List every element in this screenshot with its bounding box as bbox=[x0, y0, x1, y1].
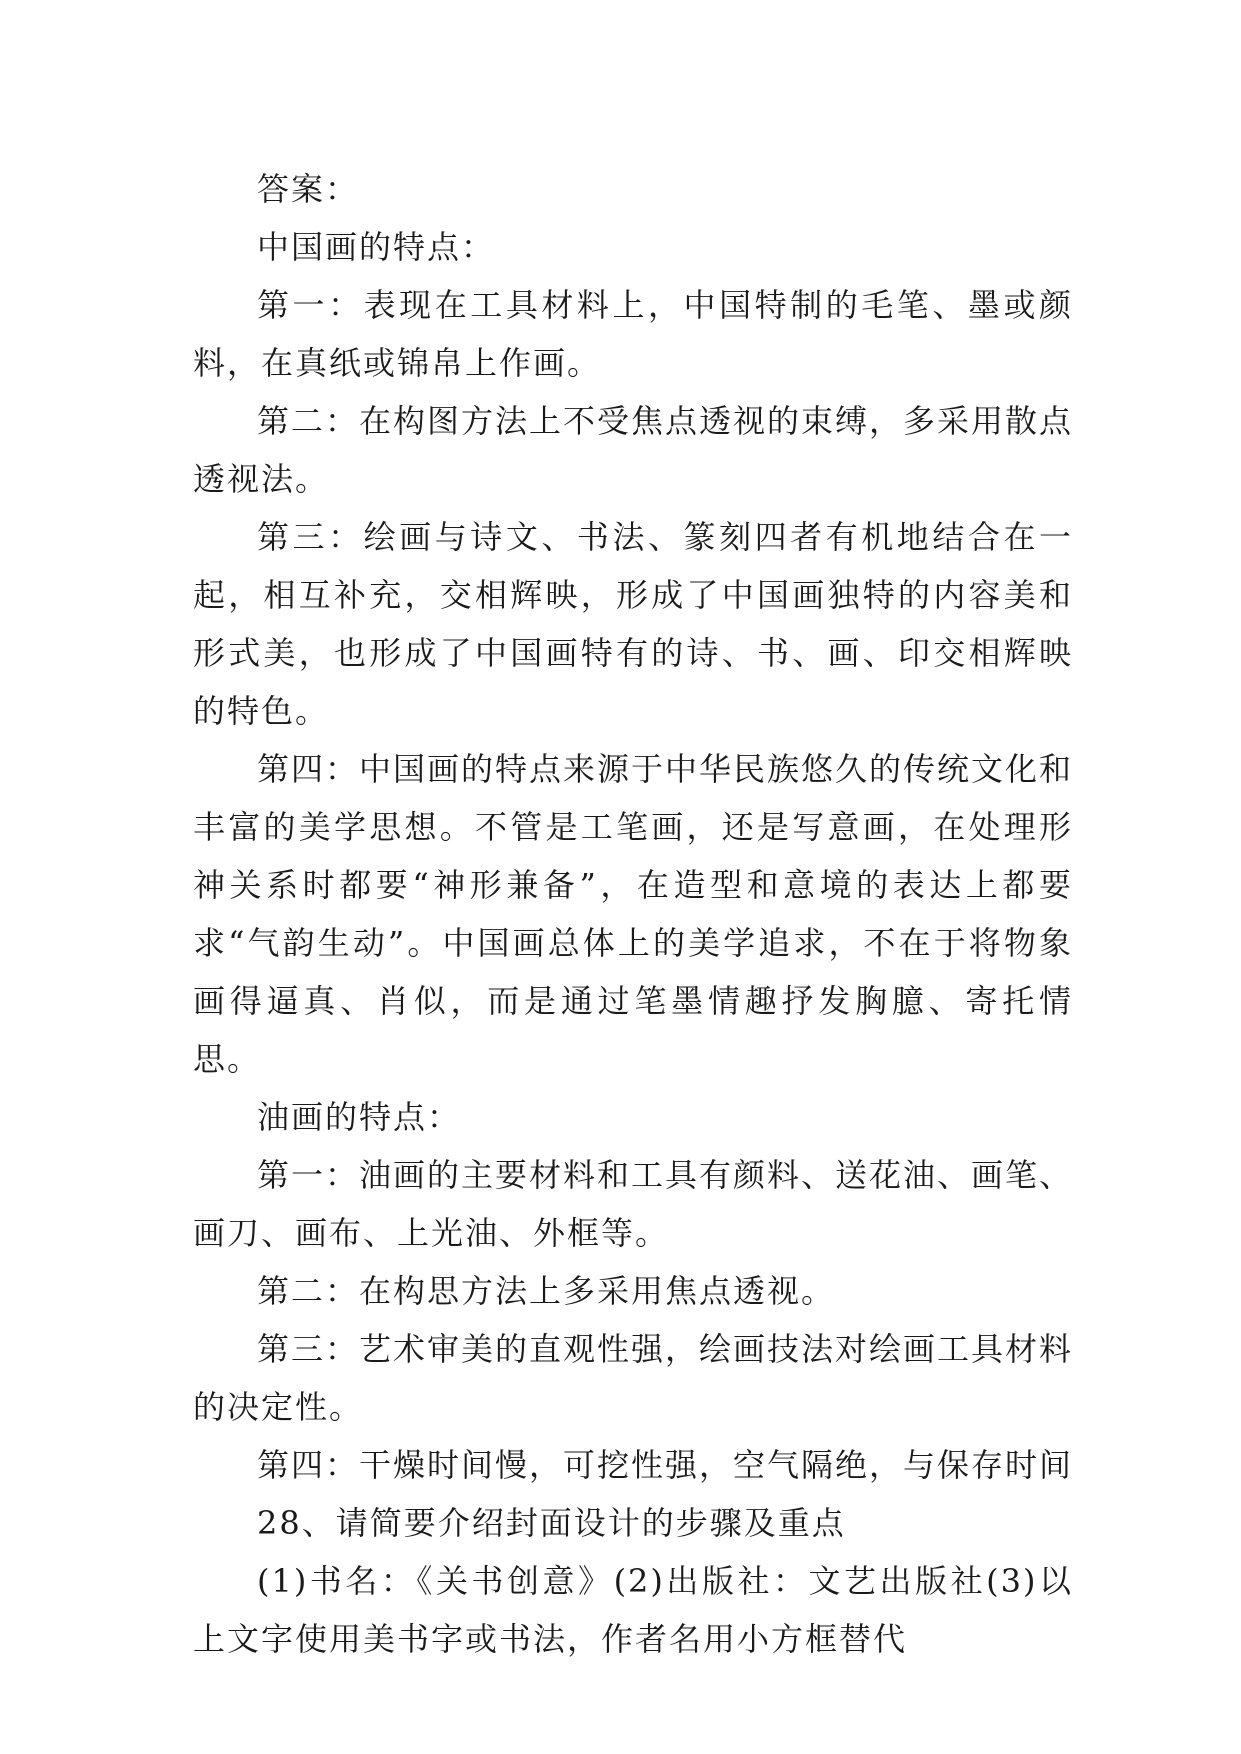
question-28: 28、请简要介绍封面设计的步骤及重点 bbox=[257, 1504, 846, 1542]
oil-painting-heading: 油画的特点： bbox=[257, 1098, 462, 1136]
chinese-painting-point-4: 第四：中国画的特点来源于中华民族悠久的传统文化和丰富的美学思想。不管是工笔画，还是写意画，在处理形神关系时都要“神形兼备”，在造型和意境的表达上都要求“气韵生动”。中国画总体上的美学追求，不在于将物象画得逼真、肖似，而是通过笔墨情趣抒发胸臆、寄托情思。 bbox=[193, 750, 1074, 1078]
oil-painting-point-3: 第三：艺术审美的直观性强，绘画技法对绘画工具材料的决定性。 bbox=[193, 1330, 1074, 1426]
chinese-painting-point-1: 第一：表现在工具材料上，中国特制的毛笔、墨或颜料，在真纸或锦帛上作画。 bbox=[193, 286, 1073, 382]
oil-painting-point-1: 第一：油画的主要材料和工具有颜料、送花油、画笔、画刀、画布、上光油、外框等。 bbox=[193, 1156, 1074, 1252]
document-body bbox=[193, 160, 1073, 1668]
oil-painting-point-2: 第二：在构思方法上多采用焦点透视。 bbox=[257, 1272, 836, 1310]
chinese-painting-heading: 中国画的特点： bbox=[257, 228, 496, 266]
chinese-painting-point-3: 第三：绘画与诗文、书法、篆刻四者有机地结合在一起，相互补充，交相辉映，形成了中国画独特的内容美和形式美，也形成了中国画特有的诗、书、画、印交相辉映的特色。 bbox=[193, 518, 1073, 730]
question-28-answer: (1)书名：《关书创意》(2)出版社：文艺出版社(3)以上文字使用美书字或书法，作者名用小方框替代 bbox=[193, 1562, 1073, 1658]
answer-heading: 答案： bbox=[257, 170, 360, 208]
chinese-painting-point-2: 第二：在构图方法上不受焦点透视的束缚，多采用散点透视法。 bbox=[193, 402, 1074, 498]
oil-painting-point-4: 第四：干燥时间慢，可挖性强，空气隔绝，与保存时间 bbox=[257, 1446, 1074, 1484]
